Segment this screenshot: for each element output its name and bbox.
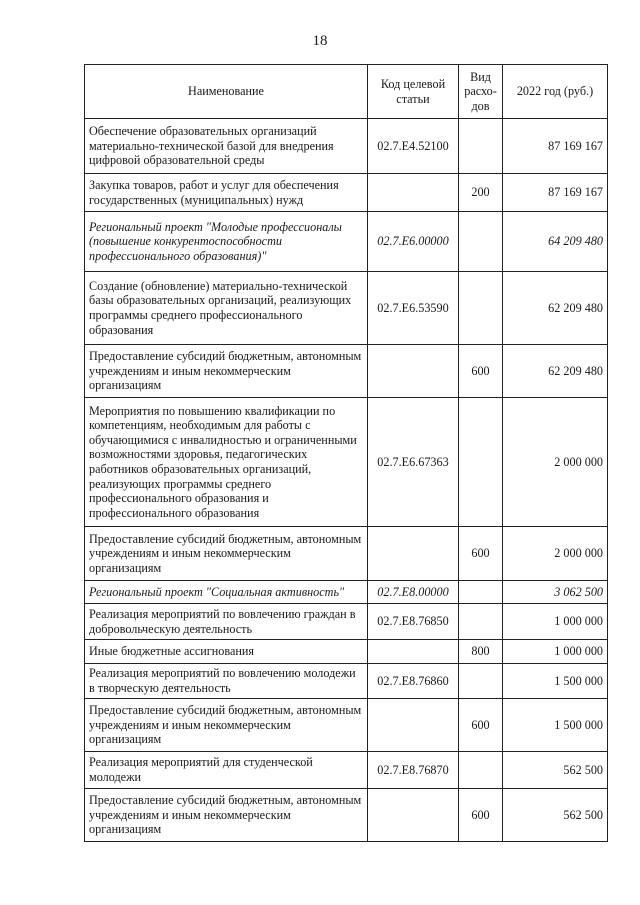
cell-type (459, 581, 503, 604)
cell-amount: 562 500 (503, 789, 608, 842)
table-row (85, 640, 608, 664)
cell-code: 02.7.Е4.52100 (368, 119, 459, 174)
cell-type: 600 (459, 345, 503, 398)
cell-amount: 62 209 480 (503, 272, 608, 345)
cell-type (459, 119, 503, 174)
cell-code: 02.7.Е6.67363 (368, 398, 459, 527)
cell-name: Предоставление субсидий бюджетным, автономным учреждениям и иным некоммерческим организациям (85, 789, 368, 842)
cell-amount: 1 500 000 (503, 664, 608, 699)
table-header-row (85, 65, 608, 119)
cell-code (368, 345, 459, 398)
cell-type (459, 272, 503, 345)
cell-name: Реализация мероприятий по вовлечению граждан в добровольческую деятельность (85, 604, 368, 640)
table-row (85, 212, 608, 272)
page-number: 18 (312, 33, 328, 49)
cell-name: Создание (обновление) материально-технической базы образовательных организаций, реализующих программы среднего профессионального образования (85, 272, 368, 345)
cell-name: Предоставление субсидий бюджетным, автономным учреждениям и иным некоммерческим организациям (85, 345, 368, 398)
cell-code (368, 640, 459, 664)
cell-code (368, 527, 459, 581)
cell-amount: 64 209 480 (503, 212, 608, 272)
cell-amount: 87 169 167 (503, 174, 608, 212)
header-name: Наименование (85, 65, 368, 119)
cell-amount: 87 169 167 (503, 119, 608, 174)
header-type: Вид расхо-дов (459, 65, 503, 119)
cell-code: 02.7.Е6.00000 (368, 212, 459, 272)
cell-code: 02.7.Е8.00000 (368, 581, 459, 604)
table-row (85, 581, 608, 604)
table-row (85, 398, 608, 527)
table-row (85, 752, 608, 789)
table-row (85, 604, 608, 640)
table-row (85, 345, 608, 398)
cell-type: 600 (459, 699, 503, 752)
table-row (85, 699, 608, 752)
cell-name: Предоставление субсидий бюджетным, автономным учреждениям и иным некоммерческим организациям (85, 699, 368, 752)
cell-name: Обеспечение образовательных организаций материально-технической базой для внедрения цифровой образовательной среды (85, 119, 368, 174)
cell-amount: 62 209 480 (503, 345, 608, 398)
cell-amount: 2 000 000 (503, 398, 608, 527)
cell-name: Региональный проект "Молодые профессионалы (повышение конкурентоспособности профессионального образования)" (85, 212, 368, 272)
budget-table (84, 64, 608, 842)
cell-type (459, 664, 503, 699)
header-amount: 2022 год (руб.) (503, 65, 608, 119)
cell-code: 02.7.Е8.76860 (368, 664, 459, 699)
cell-amount: 1 000 000 (503, 604, 608, 640)
table-row (85, 272, 608, 345)
table-row (85, 789, 608, 842)
cell-name: Закупка товаров, работ и услуг для обеспечения государственных (муниципальных) нужд (85, 174, 368, 212)
table-row (85, 527, 608, 581)
cell-code: 02.7.Е6.53590 (368, 272, 459, 345)
cell-name: Региональный проект "Социальная активность" (85, 581, 368, 604)
cell-name: Предоставление субсидий бюджетным, автономным учреждениям и иным некоммерческим организациям (85, 527, 368, 581)
cell-amount: 562 500 (503, 752, 608, 789)
cell-name: Реализация мероприятий по вовлечению молодежи в творческую деятельность (85, 664, 368, 699)
table-row (85, 664, 608, 699)
cell-type: 600 (459, 527, 503, 581)
cell-name: Реализация мероприятий для студенческой молодежи (85, 752, 368, 789)
cell-type: 600 (459, 789, 503, 842)
cell-code (368, 699, 459, 752)
cell-type (459, 212, 503, 272)
header-code: Код целевой статьи (368, 65, 459, 119)
cell-type: 800 (459, 640, 503, 664)
cell-code (368, 174, 459, 212)
table-row (85, 119, 608, 174)
cell-type (459, 604, 503, 640)
cell-code (368, 789, 459, 842)
cell-type: 200 (459, 174, 503, 212)
cell-amount: 1 000 000 (503, 640, 608, 664)
cell-name: Мероприятия по повышению квалификации по компетенциям, необходимым для работы с обучающимися с инвалидностью и ограниченными возможностями здоровья, педагогических работников образовательных организаций, реализующих программы среднего профессионального образования и профессионального образования (85, 398, 368, 527)
cell-name: Иные бюджетные ассигнования (85, 640, 368, 664)
cell-type (459, 752, 503, 789)
cell-amount: 3 062 500 (503, 581, 608, 604)
cell-amount: 2 000 000 (503, 527, 608, 581)
cell-code: 02.7.Е8.76850 (368, 604, 459, 640)
table-row (85, 174, 608, 212)
cell-code: 02.7.Е8.76870 (368, 752, 459, 789)
cell-type (459, 398, 503, 527)
cell-amount: 1 500 000 (503, 699, 608, 752)
